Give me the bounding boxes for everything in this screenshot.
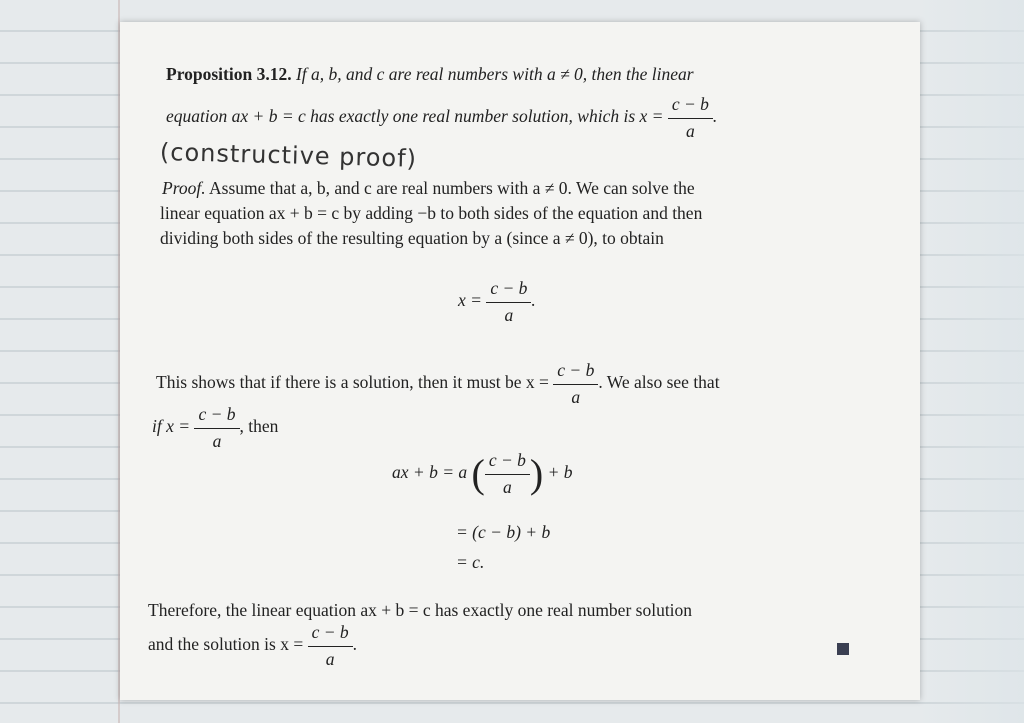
fraction-denominator: a bbox=[503, 476, 512, 497]
equation-step-1-fraction bbox=[485, 452, 530, 496]
proof-line-1 bbox=[162, 178, 695, 199]
paragraph-2-text: This shows that if there is a solution, then it must be x = bbox=[156, 372, 549, 393]
display-lhs: x = bbox=[458, 290, 482, 311]
conclusion-fraction bbox=[308, 624, 353, 668]
conclusion-text: and the solution is x = bbox=[148, 634, 304, 655]
fraction-numerator: c − b bbox=[553, 362, 598, 385]
fraction-denominator: a bbox=[504, 304, 514, 325]
equation-step-1-tail: + b bbox=[547, 462, 573, 483]
paragraph-2-line-2 bbox=[152, 406, 278, 450]
fraction-denominator: a bbox=[571, 386, 581, 407]
proof-line-3: dividing both sides of the resulting equation by a (since a ≠ 0), to obtain bbox=[160, 228, 664, 248]
proposition-fraction bbox=[668, 96, 713, 140]
fraction-numerator: c − b bbox=[486, 280, 531, 303]
fraction-numerator: c − b bbox=[194, 406, 239, 429]
fraction-denominator: a bbox=[686, 120, 695, 141]
paragraph-2-line-1 bbox=[156, 362, 720, 406]
left-paren: ( bbox=[471, 451, 485, 496]
conclusion-line-1: Therefore, the linear equation ax + b = c has exactly one real number solution bbox=[148, 600, 693, 620]
printed-page bbox=[120, 22, 920, 700]
equation-step-2: = (c − b) + b bbox=[456, 522, 551, 542]
display-fraction bbox=[486, 280, 531, 324]
conclusion-line-2: and the solution is x = $\frac{c - b}{a}$ . bbox=[148, 622, 358, 669]
equation-step-1-lhs: ax + b = a bbox=[392, 462, 468, 483]
notebook-edge bbox=[914, 0, 1024, 723]
proof-text-1: Assume that a, b, and c are real numbers with a ≠ 0. We can solve the bbox=[209, 178, 695, 198]
paragraph-2-fraction bbox=[553, 362, 598, 406]
right-paren: ) bbox=[529, 451, 544, 496]
fraction-denominator: a bbox=[325, 648, 335, 669]
proposition-label: Proposition 3.12. bbox=[166, 64, 292, 84]
fraction-denominator: a bbox=[212, 430, 222, 451]
proposition-line-2: equation ax + b = c has exactly one real number solution, which is x = $\frac{c - b}{a}$ . bbox=[166, 94, 718, 141]
if-lhs: if x = bbox=[152, 416, 191, 437]
equation-step-3: = c. bbox=[456, 552, 485, 572]
proof-line-2: linear equation ax + b = c by adding −b to both sides of the equation and then bbox=[160, 203, 703, 223]
proposition-statement-1: If a, b, and c are real numbers with a ≠ 0, then the linear bbox=[295, 64, 694, 84]
proposition-statement-2: equation ax + b = c has exactly one real number solution, which is x = bbox=[166, 106, 664, 127]
if-tail: , then bbox=[239, 416, 279, 437]
proposition-line-1 bbox=[166, 64, 694, 85]
fraction-numerator: c − b bbox=[308, 624, 353, 647]
proof-label: Proof. bbox=[162, 178, 206, 198]
fraction-numerator: c − b bbox=[668, 96, 713, 119]
equation-step-1 bbox=[392, 452, 573, 496]
qed-square-icon bbox=[837, 643, 849, 655]
page-content bbox=[120, 22, 920, 700]
handwritten-note: (constructive proof) bbox=[159, 138, 418, 173]
paragraph-2-tail: . We also see that bbox=[598, 372, 720, 393]
if-fraction bbox=[194, 406, 239, 450]
fraction-numerator: c − b bbox=[485, 452, 530, 475]
display-equation: x = $\frac{c - b}{a}$ . bbox=[458, 278, 536, 325]
